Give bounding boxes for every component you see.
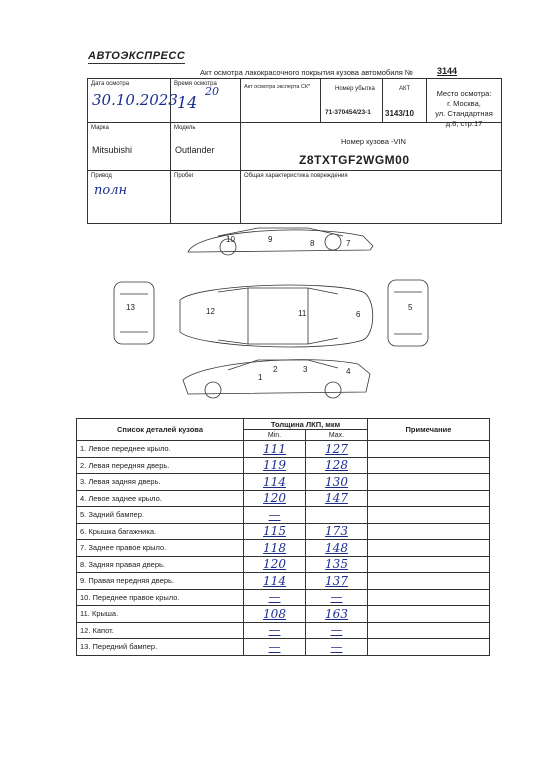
max-value: 130 [306,474,368,491]
document-title: Акт осмотра лакокрасочного покрытия кузова автомобиля № [200,68,413,77]
part-name: 11. Крыша. [77,606,244,623]
note-cell [368,507,490,524]
drive-label: Привод [91,173,112,179]
min-value: — [244,507,306,524]
table-row [77,474,490,491]
vin-label: Номер кузова -VIN [341,137,406,146]
act-value: 3143/10 [385,109,414,118]
model-value: Outlander [175,145,215,155]
damage-cell [241,171,501,223]
note-cell [368,573,490,590]
table-row [77,639,490,656]
brand-value: Mitsubishi [92,145,133,155]
claim-cell [321,79,383,123]
max-header: Max. [306,430,368,441]
table-row [77,606,490,623]
table-row [77,441,490,458]
max-value: 128 [306,457,368,474]
table-row [77,556,490,573]
max-value: 163 [306,606,368,623]
note-cell [368,556,490,573]
table-row [77,622,490,639]
diagram-zone-number: 1 [258,373,263,382]
part-name: 1. Левое переднее крыло. [77,441,244,458]
table-row [77,507,490,524]
part-name: 10. Переднее правое крыло. [77,589,244,606]
time-label: Время осмотра [174,81,217,87]
time-cell [171,79,241,123]
claim-label: Номер убытка [335,86,375,92]
note-cell [368,457,490,474]
note-cell [368,490,490,507]
part-name: 7. Заднее правое крыло. [77,540,244,557]
expert-label: Акт осмотра эксперта СК* [244,84,311,90]
drive-cell [88,171,171,223]
model-cell [171,123,241,171]
part-name: 13. Передний бампер. [77,639,244,656]
part-name: 4. Левое заднее крыло. [77,490,244,507]
min-value: 108 [244,606,306,623]
place-line3: д.6, стр.17 [445,119,483,128]
part-name: 12. Капот. [77,622,244,639]
table-row [77,589,490,606]
note-cell [368,441,490,458]
note-cell [368,523,490,540]
part-name: 2. Левая передняя дверь. [77,457,244,474]
time-minutes: 20 [205,85,219,98]
diagram-zone-number: 2 [273,365,278,374]
diagram-zone-number: 11 [298,309,307,318]
part-name: 3. Левая задняя дверь. [77,474,244,491]
parts-header: Список деталей кузова [77,419,244,441]
note-cell [368,622,490,639]
date-label: Дата осмотра [91,81,130,87]
note-cell [368,639,490,656]
paint-thickness-table [76,418,490,656]
act-label: АКТ [399,86,411,92]
vin-value: Z8TXTGF2WGM00 [299,153,410,167]
max-value: 137 [306,573,368,590]
table-row [77,490,490,507]
note-cell [368,606,490,623]
min-value: 115 [244,523,306,540]
note-cell [368,474,490,491]
thickness-header: Толщина ЛКП, мкм [244,419,368,430]
min-value: 114 [244,474,306,491]
min-value: 120 [244,556,306,573]
claim-value: 71-370454/23-1 [325,109,371,116]
model-label: Модель [174,125,196,131]
act-cell [383,79,427,123]
diagram-zone-number: 9 [268,235,273,244]
max-value [306,507,368,524]
min-value: 118 [244,540,306,557]
act-number: 3144 [437,66,458,76]
date-cell [88,79,178,123]
min-value: 111 [244,441,306,458]
table-row [77,457,490,474]
brand-label: Марка [91,125,109,131]
place-label: Место осмотра: [436,89,492,98]
min-value: 114 [244,573,306,590]
drive-value: полн [94,183,128,198]
diagram-zone-number: 4 [346,367,351,376]
company-logo: АВТОЭКСПРЕСС [88,50,186,62]
header-table [87,78,502,224]
max-value: 127 [306,441,368,458]
mileage-label: Пробег [174,173,194,179]
max-value: — [306,589,368,606]
diagram-zone-number: 13 [126,303,135,312]
part-name: 6. Крышка багажника. [77,523,244,540]
damage-label: Общая характеристика повреждения [244,173,348,179]
mileage-cell [171,171,241,223]
place-line1: г. Москва, [447,99,481,108]
part-name: 5. Задний бампер. [77,507,244,524]
place-line2: ул. Стандартная [435,109,493,118]
diagram-zone-number: 5 [408,303,413,312]
min-value: — [244,622,306,639]
max-value: 148 [306,540,368,557]
min-value: 119 [244,457,306,474]
table-row [77,573,490,590]
table-row [77,540,490,557]
diagram-zone-number: 12 [206,307,215,316]
note-cell [368,589,490,606]
note-cell [368,540,490,557]
min-value: — [244,589,306,606]
max-value: 135 [306,556,368,573]
place-cell [427,79,501,128]
date-value: 30.10.2023 [92,91,178,109]
max-value: — [306,639,368,656]
min-value: — [244,639,306,656]
min-value: 120 [244,490,306,507]
part-name: 8. Задняя правая дверь. [77,556,244,573]
time-value: 14 [177,93,198,112]
vin-cell [241,123,501,171]
part-name: 9. Правая передняя дверь. [77,573,244,590]
expert-cell [241,79,321,123]
note-header: Примечание [368,419,490,441]
diagram-zone-number: 10 [226,235,235,244]
min-header: Min. [244,430,306,441]
diagram-zone-number: 7 [346,239,351,248]
max-value: — [306,622,368,639]
table-row [77,523,490,540]
max-value: 147 [306,490,368,507]
diagram-zone-number: 3 [303,365,308,374]
brand-cell [88,123,171,171]
diagram-zone-number: 6 [356,310,361,319]
car-diagram [108,222,448,412]
diagram-zone-number: 8 [310,239,315,248]
max-value: 173 [306,523,368,540]
